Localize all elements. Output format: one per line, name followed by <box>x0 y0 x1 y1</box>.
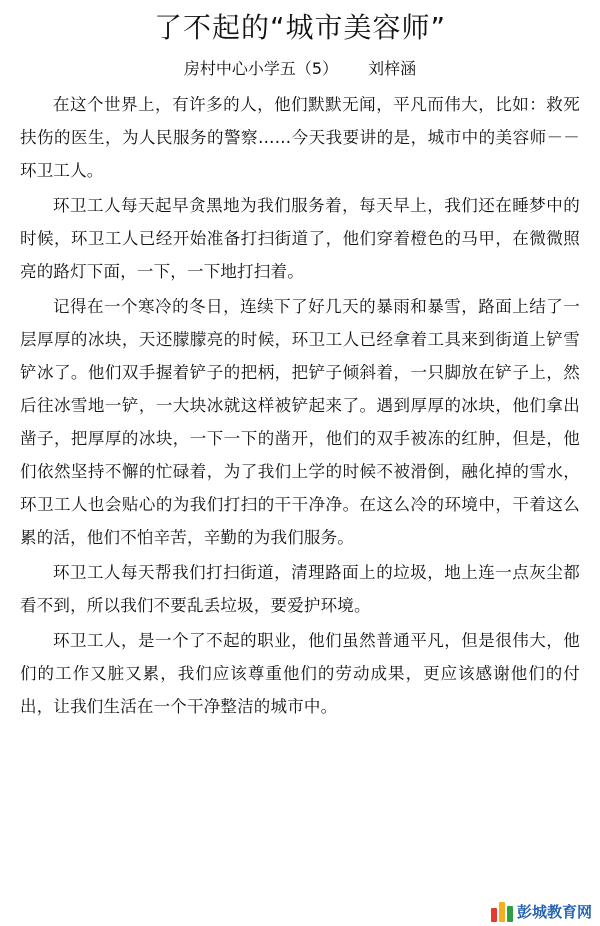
paragraph-3: 记得在一个寒冷的冬日，连续下了好几天的暴雨和暴雪，路面上结了一层厚厚的冰块，天还朦朦亮的时候，环卫工人已经拿着工具来到街道上铲雪铲冰了。他们双手握着铲子的把柄，把铲子倾斜着，一只脚放在铲子上，然后往冰雪地一铲，一大块冰就这样被铲起来了。遇到厚厚的冰块，他们拿出凿子，把厚厚的冰块，一下一下的凿开，他们的双手被冻的红肿，但是，他们依然坚持不懈的忙碌着，为了我们上学的时候不被滑倒，融化掉的雪水，环卫工人也会贴心的为我们打扫的干干净净。在这么冷的环境中，干着这么累的活，他们不怕辛苦，辛勤的为我们服务。 <box>20 297 580 547</box>
paragraph-4: 环卫工人每天帮我们打扫街道，清理路面上的垃圾，地上连一点灰尘都看不到，所以我们不要乱丢垃圾，要爱护环境。 <box>20 563 580 615</box>
school-class: 房村中心小学五（5） <box>183 59 339 78</box>
books-logo-icon <box>491 902 513 922</box>
paragraph-1: 在这个世界上，有许多的人，他们默默无闻，平凡而伟大，比如：救死扶伤的医生，为人民服务的警察……今天我要讲的是，城市中的美容师－－环卫工人。 <box>20 95 580 180</box>
byline <box>20 54 580 84</box>
watermark <box>491 901 592 922</box>
document-title: 了不起的“城市美容师” <box>153 11 446 44</box>
watermark-text: 彭城教育网 <box>516 903 592 921</box>
paragraph-5: 环卫工人，是一个了不起的职业，他们虽然普通平凡，但是很伟大，他们的工作又脏又累，我们应该尊重他们的劳动成果，更应该感谢他们的付出，让我们生活在一个干净整洁的城市中。 <box>20 631 580 716</box>
author-name: 刘梓涵 <box>368 59 417 78</box>
paragraph-2: 环卫工人每天起早贪黑地为我们服务着，每天早上，我们还在睡梦中的时候，环卫工人已经开始准备打扫街道了，他们穿着橙色的马甲，在微微照亮的路灯下面，一下，一下地打扫着。 <box>20 196 580 281</box>
